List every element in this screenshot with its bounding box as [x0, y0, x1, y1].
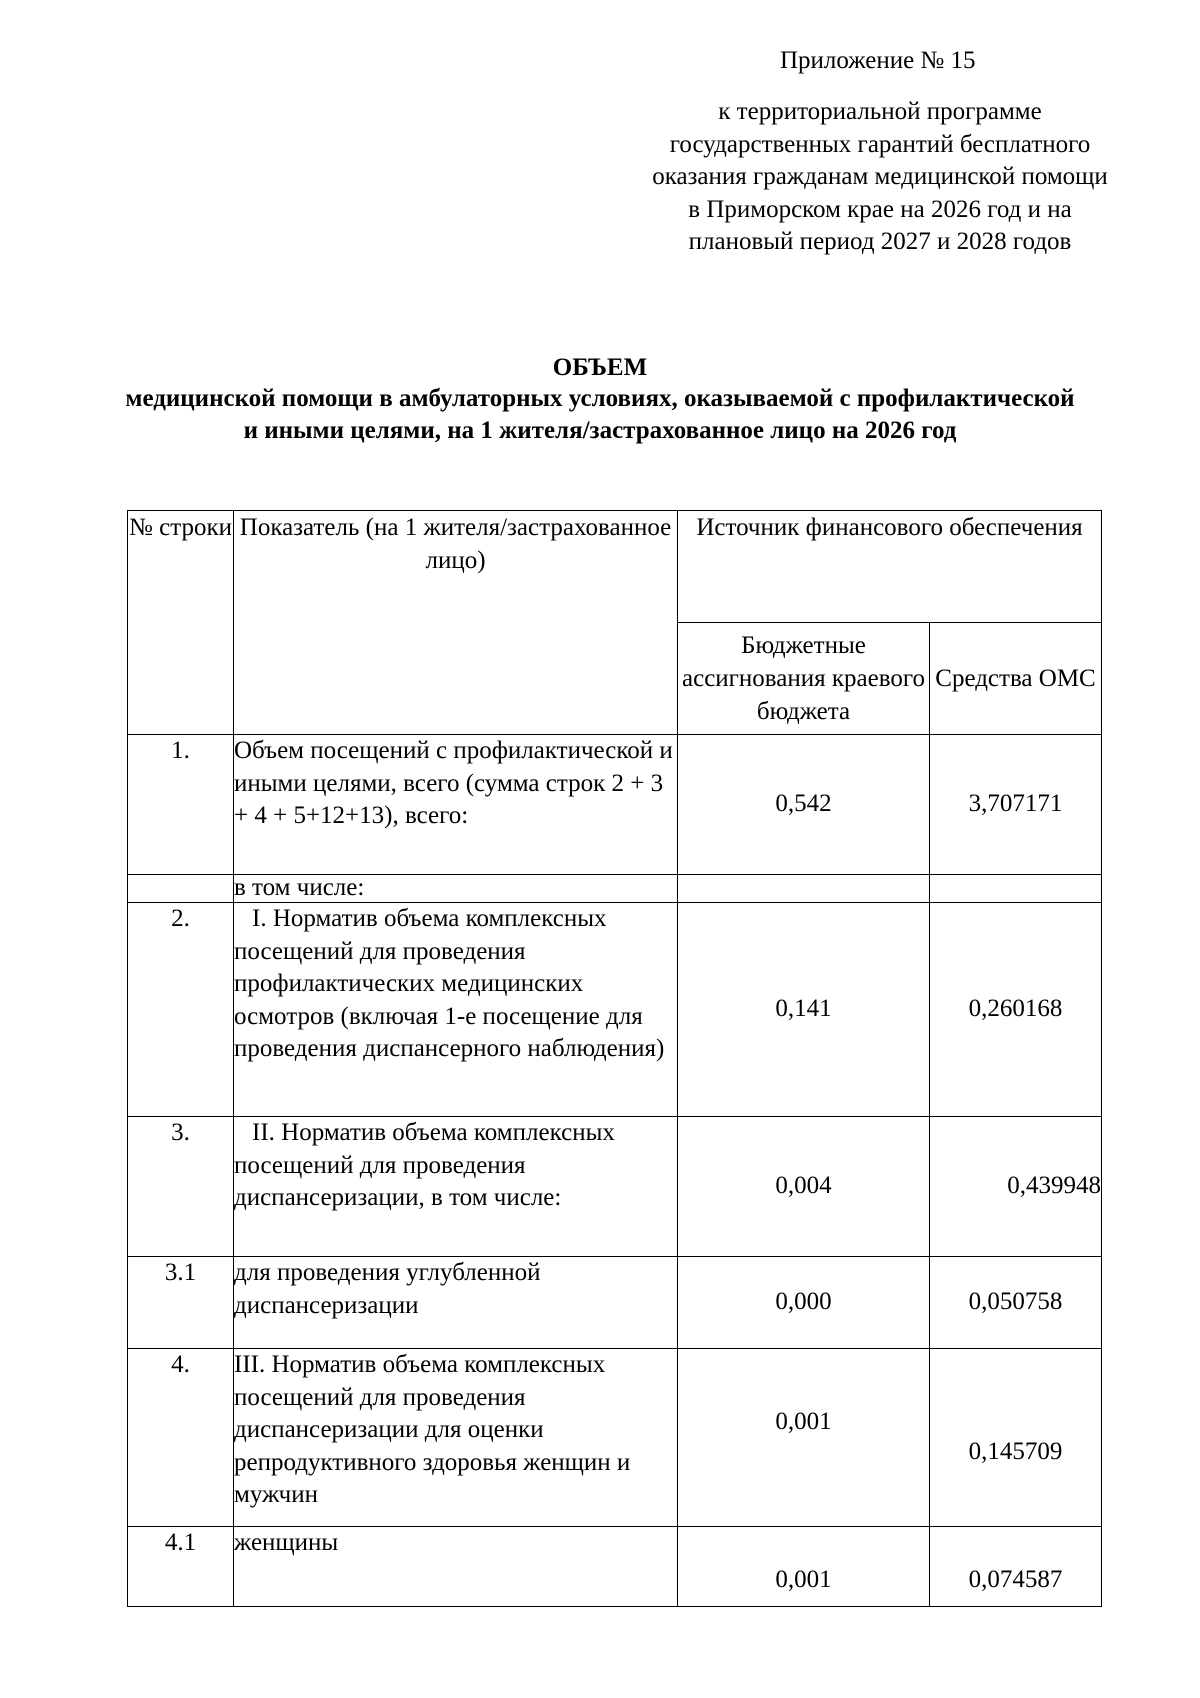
row-budget-value: 0,001: [678, 1527, 930, 1607]
header-funding-source: Источник финансового обеспечения: [678, 511, 1102, 623]
table-row: [128, 1527, 1102, 1607]
row-number: [128, 875, 234, 903]
table-row: [128, 1257, 1102, 1349]
row-oms-value: 0,074587: [930, 1527, 1102, 1607]
row-budget-value: [678, 875, 930, 903]
row-indicator: в том числе:: [234, 875, 678, 903]
header-indicator: Показатель (на 1 жителя/застрахованное лицо): [234, 511, 678, 735]
row-budget-value: 0,141: [678, 903, 930, 1117]
table-row: [128, 875, 1102, 903]
row-oms-value: [930, 875, 1102, 903]
row-oms-value: 0,260168: [930, 903, 1102, 1117]
row-budget-value: 0,542: [678, 735, 930, 875]
row-number: 3.: [128, 1117, 234, 1257]
row-indicator: женщины: [234, 1527, 678, 1607]
table-row: [128, 1349, 1102, 1527]
header-regional-budget: Бюджетные ассигнования краевого бюджета: [678, 623, 930, 735]
header-row-number: № строки: [128, 511, 234, 735]
header-oms-funds: Средства ОМС: [930, 623, 1102, 735]
table-row: [128, 735, 1102, 875]
row-oms-value: 0,145709: [930, 1349, 1102, 1527]
row-oms-value: 3,707171: [930, 735, 1102, 875]
volume-table: [127, 510, 1102, 1607]
row-number: 4.1: [128, 1527, 234, 1607]
row-number: 3.1: [128, 1257, 234, 1349]
row-oms-value: 0,050758: [930, 1257, 1102, 1349]
row-number: 1.: [128, 735, 234, 875]
appendix-subtitle: к территориальной программе государственных гарантий бесплатного оказания гражданам медицинской помощи в Приморском крае на 2026 год и на плановый период 2027 и 2028 годов: [652, 98, 1108, 255]
row-indicator: Объем посещений с профилактической и иными целями, всего (сумма строк 2 + 3 + 4 + 5+12+13), всего:: [234, 735, 678, 875]
row-indicator: II. Норматив объема комплексных посещений для проведения диспансеризации, в том числе:: [234, 1117, 678, 1257]
row-number: 2.: [128, 903, 234, 1117]
appendix-label: Приложение № 15: [780, 47, 976, 74]
row-number: 4.: [128, 1349, 234, 1527]
row-indicator: I. Норматив объема комплексных посещений для проведения профилактических медицинских осмотров (включая 1-е посещение для проведения диспансерного наблюдения): [234, 903, 678, 1117]
row-indicator: III. Норматив объема комплексных посещений для проведения диспансеризации для оценки репродуктивного здоровья женщин и мужчин: [234, 1349, 678, 1527]
table-row: [128, 903, 1102, 1117]
row-oms-value: 0,439948: [930, 1117, 1102, 1257]
row-budget-value: 0,001: [678, 1349, 930, 1527]
table-row: [128, 1117, 1102, 1257]
document-title: ОБЪЕМ: [552, 354, 648, 381]
document-subtitle: медицинской помощи в амбулаторных условиях, оказываемой с профилактической и иными целями, на 1 жителя/застрахованное лицо на 2026 год: [125, 385, 1075, 444]
row-indicator: для проведения углубленной диспансеризации: [234, 1257, 678, 1349]
row-budget-value: 0,000: [678, 1257, 930, 1349]
row-budget-value: 0,004: [678, 1117, 930, 1257]
